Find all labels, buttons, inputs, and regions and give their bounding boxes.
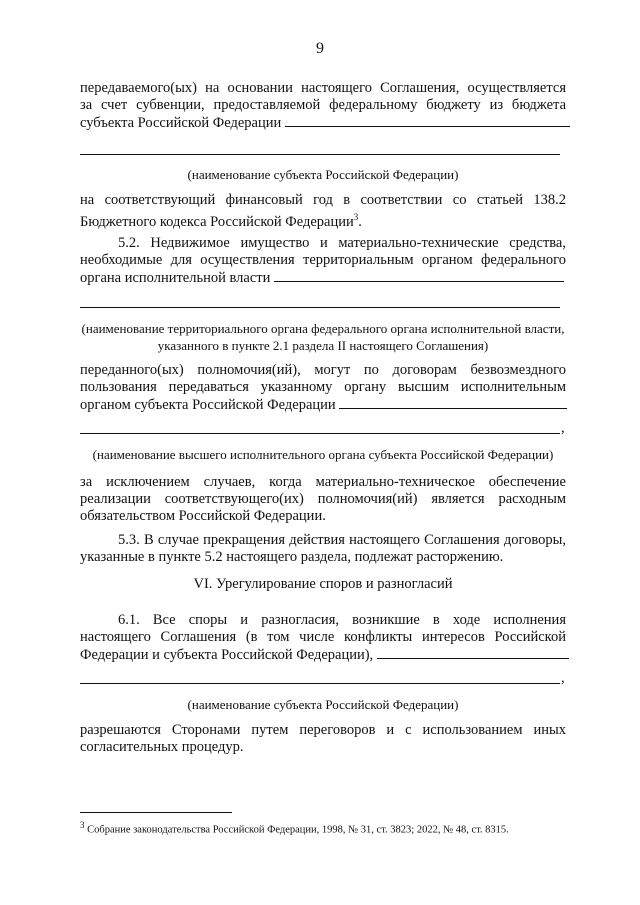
text-line: настоящего Соглашения (в том числе конфликты интересов Российской	[80, 629, 566, 645]
caption-line: указанного в пункте 2.1 раздела II настоящего Соглашения)	[157, 338, 489, 353]
text-line: органом субъекта Российской Федерации	[80, 396, 566, 413]
blank-line[interactable]	[80, 433, 560, 434]
text-line: за счет субвенции, предоставляемой федеральному бюджету из бюджета	[80, 97, 566, 113]
blank-field[interactable]	[285, 114, 570, 127]
page-number: 9	[316, 40, 324, 57]
comma: ,	[561, 420, 565, 436]
text-line: необходимые для осуществления территориальным органом федерального	[80, 252, 566, 268]
footnote-mark: 3	[80, 820, 85, 830]
text-line: за исключением случаев, когда материально-техническое обеспечение	[80, 474, 566, 490]
text-line: разрешаются Сторонами путем переговоров и с использованием иных	[80, 722, 566, 738]
section-heading: VI. Урегулирование споров и разногласий	[193, 576, 453, 592]
blank-line[interactable]	[80, 683, 560, 684]
comma: ,	[561, 670, 565, 686]
footnote-text: Собрание законодательства Российской Федерации, 1998, № 31, ст. 3823; 2022, № 48, ст. 8315.	[87, 824, 509, 836]
paragraph-transfer-use	[80, 362, 566, 413]
caption-line: (наименование территориального органа федерального органа исполнительной власти,	[81, 321, 565, 336]
text-line: обязательством Российской Федерации.	[80, 508, 326, 524]
blank-line[interactable]	[80, 154, 560, 155]
paragraph-5-3	[80, 532, 566, 566]
blank-line[interactable]	[80, 307, 560, 308]
caption-subject-name: (наименование субъекта Российской Федерации)	[187, 697, 459, 712]
blank-field[interactable]	[377, 646, 569, 659]
text-line: переданного(ых) полномочия(ий), могут по договорам безвозмездного	[80, 362, 566, 378]
caption-executive-body: (наименование высшего исполнительного органа субъекта Российской Федерации)	[92, 447, 554, 462]
text-line: Федерации и субъекта Российской Федерации),	[80, 646, 566, 663]
text-line: 5.3. В случае прекращения действия настоящего Соглашения договоры,	[118, 532, 566, 548]
blank-field[interactable]	[339, 396, 567, 409]
paragraph-5-2	[80, 235, 566, 286]
text-line: реализации соответствующего(их) полномочия(ий) является расходным	[80, 491, 566, 507]
paragraph-budget-code	[80, 192, 566, 230]
text-line: субъекта Российской Федерации	[80, 114, 566, 131]
text-line: 6.1. Все споры и разногласия, возникшие в ходе исполнения	[118, 612, 566, 628]
text-line: 5.2. Недвижимое имущество и материально-технические средства,	[118, 235, 566, 251]
paragraph-resolution	[80, 722, 566, 756]
text-line: согласительных процедур.	[80, 739, 244, 755]
text-line: передаваемого(ых) на основании настоящего Соглашения, осуществляется	[80, 80, 566, 96]
paragraph-subvention	[80, 80, 566, 131]
text-line: органа исполнительной власти	[80, 269, 566, 286]
paragraph-exception	[80, 474, 566, 525]
text-line: на соответствующий финансовый год в соответствии со статьей 138.2	[80, 192, 566, 208]
caption-territorial-body	[80, 320, 566, 354]
text-line: пользования передаваться указанному органу высшим исполнительным	[80, 379, 566, 395]
paragraph-6-1	[80, 612, 566, 663]
footnote-separator	[80, 812, 232, 813]
text-line: указанные в пункте 5.2 настоящего раздела, подлежат расторжению.	[80, 549, 504, 565]
footnote	[80, 820, 509, 836]
footnote-mark: 3	[353, 212, 359, 222]
caption-subject-name: (наименование субъекта Российской Федерации)	[187, 167, 459, 182]
blank-field[interactable]	[274, 269, 564, 282]
text-line: Бюджетного кодекса Российской Федерации$^3$.	[80, 212, 362, 230]
